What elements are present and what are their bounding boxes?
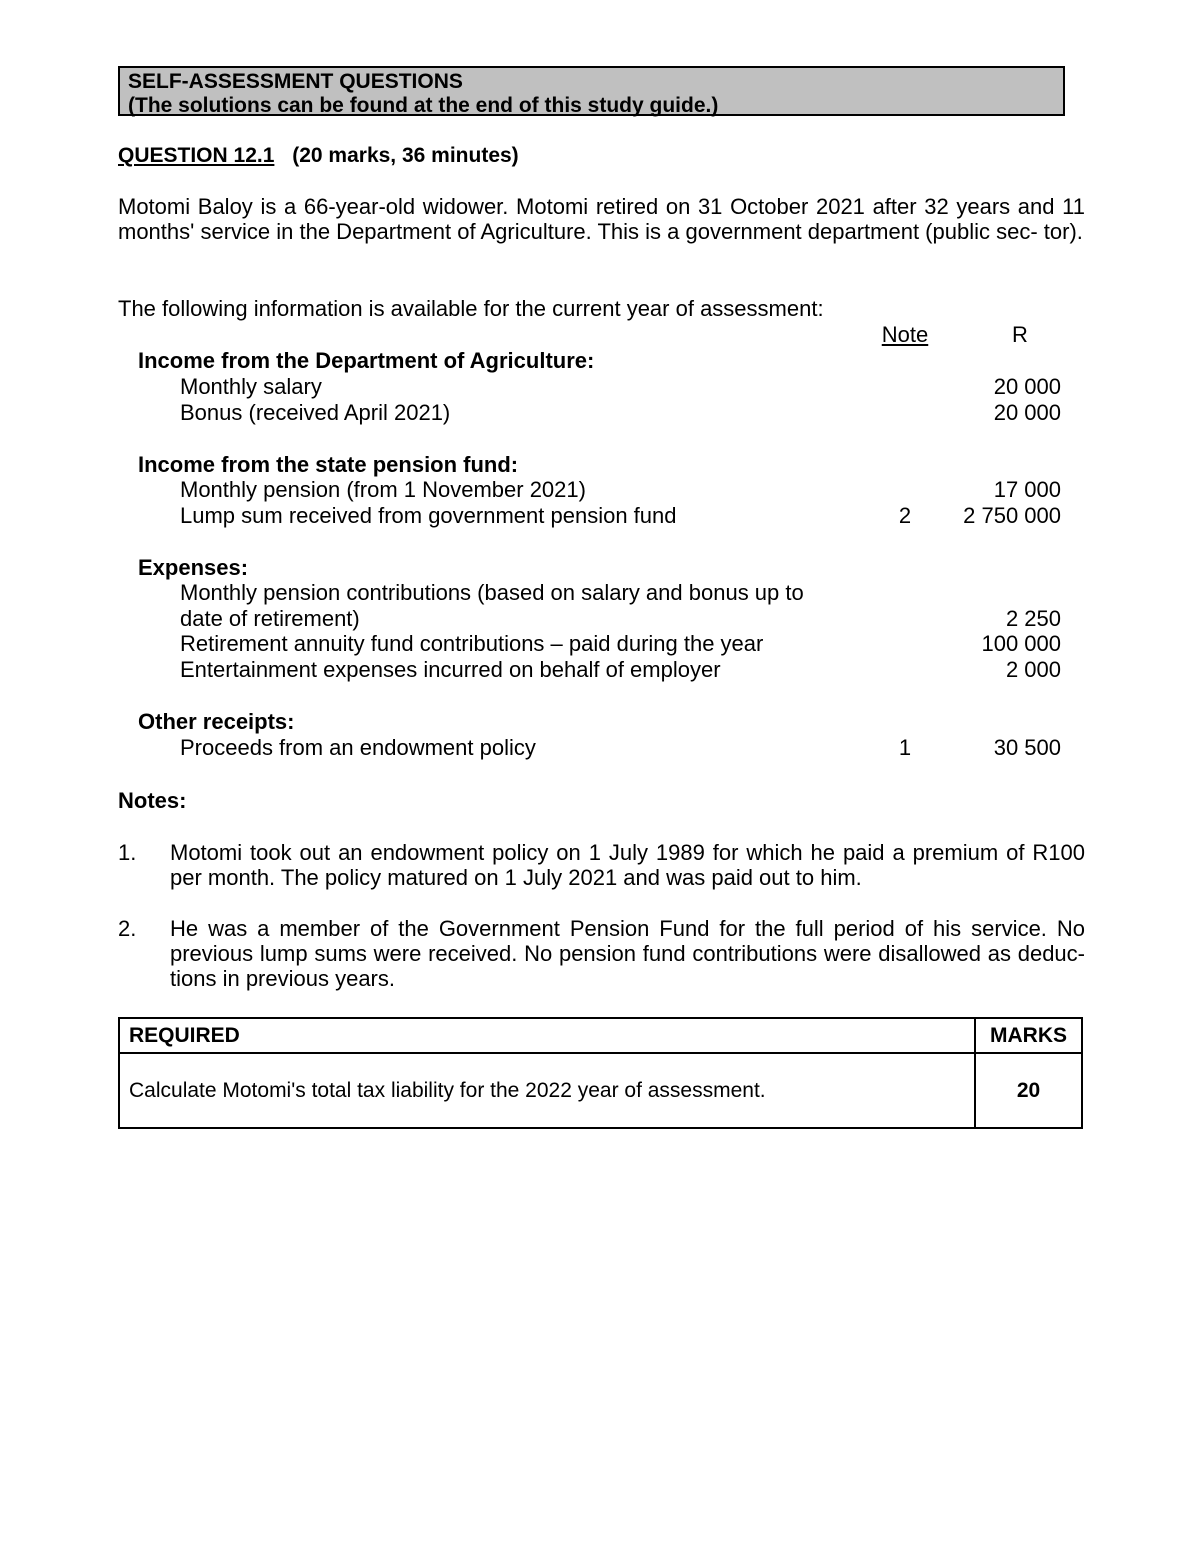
- column-header-row: [0, 322, 1200, 348]
- line-item-label: Monthly salary: [180, 374, 322, 399]
- intro-paragraph: Motomi Baloy is a 66-year-old widower. Motomi retired on 31 October 2021 after 32 years and 11 months' service in the Department of Agriculture. This is a government department (public sec- tor).: [118, 194, 1085, 244]
- banner-subtitle: (The solutions can be found at the end of this study guide.): [128, 94, 719, 117]
- line-item-amount: 17 000: [993, 477, 1061, 502]
- note-text: Motomi took out an endowment policy on 1 July 1989 for which he paid a premium of R100 per month. The policy matured on 1 July 2021 and was paid out to him.: [170, 840, 1085, 890]
- line-item-label: Monthly pension contributions (based on salary and bonus up to: [180, 580, 804, 605]
- required-table: [118, 1017, 1083, 1129]
- column-header-note: Note: [881, 322, 929, 347]
- line-item-label: Bonus (received April 2021): [180, 400, 451, 425]
- line-item-amount: 20 000: [993, 400, 1061, 425]
- section-heading-label: Other receipts:: [138, 709, 295, 734]
- line-item-amount: 2 250: [1005, 606, 1061, 631]
- line-item-amount: 20 000: [993, 374, 1061, 399]
- marks-value-cell: 20: [975, 1053, 1082, 1128]
- line-item: [0, 477, 1200, 503]
- required-task-cell: Calculate Motomi's total tax liability for the 2022 year of assessment.: [119, 1053, 975, 1128]
- question-heading: [118, 144, 519, 168]
- column-header-amount: R: [1012, 322, 1028, 347]
- marks-header-cell: MARKS: [975, 1018, 1082, 1053]
- line-item-note: 2: [898, 503, 912, 528]
- line-item: [0, 657, 1200, 683]
- note-number: 1.: [118, 840, 137, 865]
- line-item-label: Lump sum received from government pension fund: [180, 503, 677, 528]
- line-item: [0, 631, 1200, 657]
- info-lead: The following information is available for the current year of assessment:: [118, 296, 824, 321]
- section-heading-label: Income from the state pension fund:: [138, 452, 519, 477]
- line-item-label: Retirement annuity fund contributions – paid during the year: [180, 631, 764, 656]
- line-item-amount: 2 000: [1005, 657, 1061, 682]
- line-item-note: 1: [898, 735, 912, 760]
- section-heading-label: Expenses:: [138, 555, 249, 580]
- section-heading-other: [0, 709, 1200, 735]
- line-item-label: Entertainment expenses incurred on behalf of employer: [180, 657, 721, 682]
- section-heading-expenses: [0, 555, 1200, 581]
- line-item: [0, 735, 1200, 761]
- line-item: [0, 503, 1200, 529]
- line-item-label: Proceeds from an endowment policy: [180, 735, 536, 760]
- note-number: 2.: [118, 916, 137, 941]
- line-item-label: date of retirement): [180, 606, 360, 631]
- line-item-amount: 2 750 000: [963, 503, 1061, 528]
- note-item-1: [118, 840, 1085, 890]
- note-text: He was a member of the Government Pension Fund for the full period of his service. No previous lump sums were received. No pension fund contributions were disallowed as deduc- tions in previous years.: [170, 916, 1085, 991]
- question-meta: (20 marks, 36 minutes): [292, 144, 519, 167]
- banner-title: SELF-ASSESSMENT QUESTIONS: [128, 70, 463, 93]
- self-assessment-banner: [118, 66, 1065, 116]
- line-item-amount: 30 500: [993, 735, 1061, 760]
- required-header-cell: REQUIRED: [119, 1018, 975, 1053]
- line-item: [0, 606, 1200, 632]
- required-table-header: [119, 1018, 1082, 1053]
- line-item: [0, 580, 1200, 606]
- line-item: [0, 374, 1200, 400]
- line-item-amount: 100 000: [981, 631, 1061, 656]
- line-item: [0, 400, 1200, 426]
- question-number: QUESTION 12.1: [118, 144, 275, 167]
- section-heading-label: Income from the Department of Agriculture:: [138, 348, 595, 373]
- line-item-label: Monthly pension (from 1 November 2021): [180, 477, 586, 502]
- notes-heading: Notes:: [118, 788, 187, 813]
- section-heading-pension: [0, 452, 1200, 478]
- section-heading-dept: [0, 348, 1200, 374]
- note-item-2: [118, 916, 1085, 991]
- required-table-row: [119, 1053, 1082, 1128]
